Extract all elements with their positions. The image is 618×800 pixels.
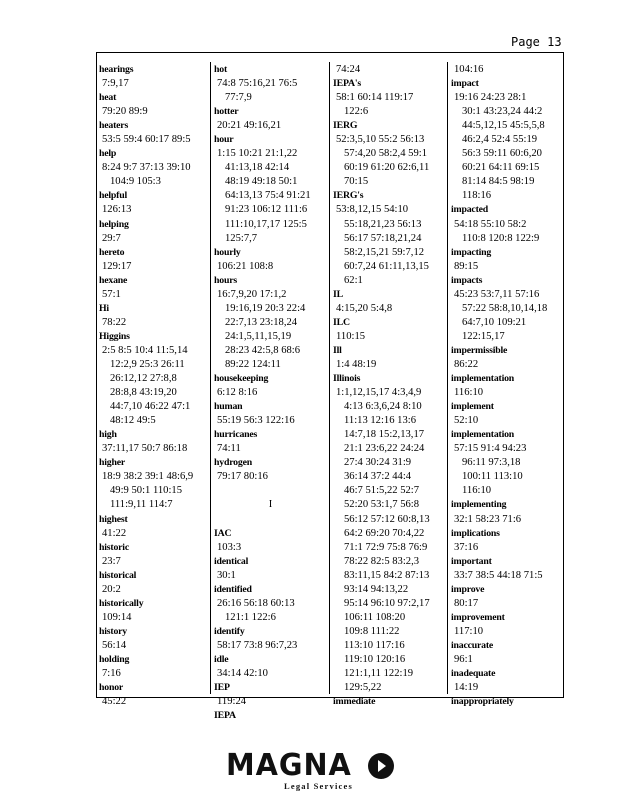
index-term: help bbox=[99, 148, 117, 160]
page-line-references: 121:1 122:6 bbox=[225, 611, 276, 623]
page-line-references: 125:7,7 bbox=[225, 232, 258, 244]
page-line-references: 44:7,10 46:22 47:1 bbox=[110, 401, 191, 413]
blank-line bbox=[214, 513, 327, 527]
page-line-references: 106:11 108:20 bbox=[344, 611, 406, 623]
page-line-references: 111:9,11 114:7 bbox=[110, 499, 173, 511]
index-term: Higgins bbox=[99, 330, 130, 342]
page-line-references: 95:14 96:10 97:2,17 bbox=[344, 597, 430, 609]
page-line-references: 100:11 113:10 bbox=[462, 471, 523, 483]
page-line-references: 110:8 120:8 122:9 bbox=[462, 232, 540, 244]
index-term: historic bbox=[99, 541, 129, 553]
page-line-references: 80:17 bbox=[454, 597, 479, 609]
page-line-references: 74:11 bbox=[217, 443, 241, 455]
index-term: identical bbox=[214, 555, 249, 567]
index-term: impacting bbox=[451, 246, 492, 258]
page-line-references: 8:24 9:7 37:13 39:10 bbox=[102, 162, 191, 174]
index-term: hot bbox=[214, 64, 228, 75]
page-line-references: 26:12,12 27:8,8 bbox=[110, 373, 177, 385]
page-line-references: 56:12 57:12 60:8,13 bbox=[344, 513, 430, 525]
page-line-references: 129:5,22 bbox=[344, 682, 382, 694]
page-line-references: 103:3 bbox=[217, 541, 242, 553]
page-line-references: 53:5 59:4 60:17 89:5 bbox=[102, 134, 191, 146]
page-line-references: 7:16 bbox=[102, 668, 121, 680]
index-term: implementation bbox=[451, 373, 515, 385]
page-line-references: 58:2,15,21 59:7,12 bbox=[344, 246, 425, 258]
index-term: IAC bbox=[214, 527, 232, 539]
page-line-references: 14:19 bbox=[454, 682, 479, 694]
page-line-references: 34:14 42:10 bbox=[217, 668, 268, 680]
page-line-references: 122:15,17 bbox=[462, 330, 505, 342]
page-line-references: 41:13,18 42:14 bbox=[225, 162, 290, 174]
index-term: Ill bbox=[333, 344, 342, 356]
page-line-references: 118:16 bbox=[462, 190, 492, 202]
page-number-label: Page 13 bbox=[511, 35, 562, 49]
page-line-references: 106:21 108:8 bbox=[217, 260, 274, 272]
page-line-references: 56:17 57:18,21,24 bbox=[344, 232, 422, 244]
page-line-references: 22:7,13 23:18,24 bbox=[225, 316, 298, 328]
page-line-references: 60:21 64:11 69:15 bbox=[462, 162, 540, 174]
page-line-references: 2:5 8:5 10:4 11:5,14 bbox=[102, 344, 188, 356]
page-line-references: 62:1 bbox=[344, 274, 363, 286]
index-term: impacts bbox=[451, 274, 483, 286]
page-line-references: 18:9 38:2 39:1 48:6,9 bbox=[102, 471, 194, 483]
page-line-references: 78:22 82:5 83:2,3 bbox=[344, 555, 420, 567]
index-term: implementing bbox=[451, 499, 507, 511]
page-line-references: 11:13 12:16 13:6 bbox=[344, 415, 416, 427]
page-line-references: 74:8 75:16,21 76:5 bbox=[217, 78, 298, 90]
page-line-references: 55:19 56:3 122:16 bbox=[217, 415, 295, 427]
index-term: implications bbox=[451, 527, 500, 539]
page-line-references: 116:10 bbox=[454, 387, 484, 399]
index-term: historically bbox=[99, 597, 144, 609]
page-line-references: 44:5,12,15 45:5,5,8 bbox=[462, 120, 545, 132]
page-line-references: 30:1 43:23,24 44:2 bbox=[462, 106, 543, 118]
index-term: human bbox=[214, 401, 243, 413]
page-line-references: 48:19 49:18 50:1 bbox=[225, 176, 298, 188]
page-line-references: 96:11 97:3,18 bbox=[462, 457, 521, 469]
section-letter: I bbox=[268, 499, 273, 511]
page-line-references: 37:11,17 50:7 86:18 bbox=[102, 443, 188, 455]
page-line-references: 52:10 bbox=[454, 415, 479, 427]
page-line-references: 89:15 bbox=[454, 260, 479, 272]
page-line-references: 57:1 bbox=[102, 288, 121, 300]
index-term: hereto bbox=[99, 246, 125, 258]
index-term: improvement bbox=[451, 611, 505, 623]
page-line-references: 58:1 60:14 119:17 bbox=[336, 92, 414, 104]
page-line-references: 113:10 117:16 bbox=[344, 639, 405, 651]
page-line-references: 19:16 24:23 28:1 bbox=[454, 92, 527, 104]
index-term: hexane bbox=[99, 274, 128, 286]
page-line-references: 60:19 61:20 62:6,11 bbox=[344, 162, 430, 174]
page-line-references: 45:22 bbox=[102, 696, 127, 708]
page-line-references: 78:22 bbox=[102, 316, 127, 328]
page-line-references: 104:16 bbox=[454, 64, 484, 75]
page-line-references: 77:7,9 bbox=[225, 92, 252, 104]
index-term: heat bbox=[99, 92, 117, 104]
page-line-references: 71:1 72:9 75:8 76:9 bbox=[344, 541, 428, 553]
index-term: implement bbox=[451, 401, 494, 413]
index-term: IERG bbox=[333, 120, 358, 132]
index-term: hydrogen bbox=[214, 457, 252, 469]
index-term: impacted bbox=[451, 204, 489, 216]
index-term: historical bbox=[99, 569, 137, 581]
index-term: improve bbox=[451, 583, 485, 595]
index-term: IEPA's bbox=[333, 78, 362, 90]
page-line-references: 57:22 58:8,10,14,18 bbox=[462, 302, 548, 314]
page-line-references: 54:18 55:10 58:2 bbox=[454, 218, 527, 230]
page-line-references: 26:16 56:18 60:13 bbox=[217, 597, 295, 609]
page-line-references: 52:3,5,10 55:2 56:13 bbox=[336, 134, 425, 146]
page-line-references: 12:2,9 25:3 26:11 bbox=[110, 358, 185, 370]
page-line-references: 48:12 49:5 bbox=[110, 415, 156, 427]
index-column-2 bbox=[214, 63, 327, 723]
page-line-references: 96:1 bbox=[454, 653, 473, 665]
index-term: Illinois bbox=[333, 373, 361, 385]
page-line-references: 32:1 58:23 71:6 bbox=[454, 513, 522, 525]
page-line-references: 46:2,4 52:4 55:19 bbox=[462, 134, 538, 146]
page-line-references: 110:15 bbox=[336, 330, 366, 342]
page-line-references: 36:14 37:2 44:4 bbox=[344, 471, 412, 483]
index-term: implementation bbox=[451, 429, 515, 441]
page-line-references: 64:2 69:20 70:4,22 bbox=[344, 527, 425, 539]
page-line-references: 56:14 bbox=[102, 639, 127, 651]
page-line-references: 129:17 bbox=[102, 260, 132, 272]
page-line-references: 1:15 10:21 21:1,22 bbox=[217, 148, 298, 160]
index-term: immediate bbox=[333, 696, 376, 708]
page-line-references: 20:21 49:16,21 bbox=[217, 120, 282, 132]
index-term: hotter bbox=[214, 106, 239, 118]
page-line-references: 33:7 38:5 44:18 71:5 bbox=[454, 569, 543, 581]
index-term: hourly bbox=[214, 246, 241, 258]
page-line-references: 64:13,13 75:4 91:21 bbox=[225, 190, 311, 202]
logo-wordmark: MAGNA bbox=[226, 748, 352, 783]
index-term: honor bbox=[99, 682, 124, 694]
page-line-references: 119:24 bbox=[217, 696, 247, 708]
page-line-references: 14:7,18 15:2,13,17 bbox=[344, 429, 425, 441]
page-line-references: 64:7,10 109:21 bbox=[462, 316, 527, 328]
index-term: IEPA bbox=[214, 710, 236, 722]
index-term: highest bbox=[99, 513, 128, 525]
index-term: helpful bbox=[99, 190, 128, 202]
page-line-references: 27:4 30:24 31:9 bbox=[344, 457, 412, 469]
page-line-references: 126:13 bbox=[102, 204, 132, 216]
index-term: housekeeping bbox=[214, 373, 269, 385]
page-line-references: 49:9 50:1 110:15 bbox=[110, 485, 182, 497]
page-line-references: 46:7 51:5,22 52:7 bbox=[344, 485, 420, 497]
page-line-references: 30:1 bbox=[217, 569, 236, 581]
page-line-references: 55:18,21,23 56:13 bbox=[344, 218, 422, 230]
page-line-references: 91:23 106:12 111:6 bbox=[225, 204, 308, 216]
index-term: impact bbox=[451, 78, 479, 90]
index-term: hours bbox=[214, 274, 237, 286]
index-term: IERG's bbox=[333, 190, 364, 202]
column-divider bbox=[329, 62, 330, 694]
index-term: inappropriately bbox=[451, 696, 514, 708]
index-term: hour bbox=[214, 134, 234, 146]
page-line-references: 19:16,19 20:3 22:4 bbox=[225, 302, 306, 314]
page-line-references: 41:22 bbox=[102, 527, 127, 539]
page-line-references: 37:16 bbox=[454, 541, 479, 553]
page-line-references: 56:3 59:11 60:6,20 bbox=[462, 148, 542, 160]
page-line-references: 81:14 84:5 98:19 bbox=[462, 176, 535, 188]
page-line-references: 4:13 6:3,6,24 8:10 bbox=[344, 401, 422, 413]
index-column-3 bbox=[333, 63, 446, 709]
page-line-references: 7:9,17 bbox=[102, 78, 129, 90]
column-divider bbox=[447, 62, 448, 694]
page-line-references: 111:10,17,17 125:5 bbox=[225, 218, 307, 230]
index-term: holding bbox=[99, 653, 130, 665]
page-line-references: 89:22 124:11 bbox=[225, 358, 281, 370]
page-line-references: 45:23 53:7,11 57:16 bbox=[454, 288, 540, 300]
index-term: identified bbox=[214, 583, 252, 595]
page-line-references: 109:14 bbox=[102, 611, 132, 623]
page-line-references: 57:15 91:4 94:23 bbox=[454, 443, 527, 455]
page-line-references: 83:11,15 84:2 87:13 bbox=[344, 569, 430, 581]
index-term: hurricanes bbox=[214, 429, 258, 441]
page-line-references: 70:15 bbox=[344, 176, 369, 188]
index-column-1 bbox=[99, 63, 212, 709]
page-line-references: 29:7 bbox=[102, 232, 121, 244]
page-line-references: 121:1,11 122:19 bbox=[344, 668, 414, 680]
page-line-references: 74:24 bbox=[336, 64, 361, 75]
page-line-references: 60:7,24 61:11,13,15 bbox=[344, 260, 429, 272]
page-line-references: 1:1,12,15,17 4:3,4,9 bbox=[336, 387, 422, 399]
page-line-references: 28:23 42:5,8 68:6 bbox=[225, 344, 301, 356]
page-line-references: 6:12 8:16 bbox=[217, 387, 258, 399]
page-line-references: 79:17 80:16 bbox=[217, 471, 268, 483]
index-term: IL bbox=[333, 288, 343, 300]
page-line-references: 28:8,8 43:19,20 bbox=[110, 387, 177, 399]
index-term: high bbox=[99, 429, 117, 441]
page-line-references: 23:7 bbox=[102, 555, 121, 567]
page-line-references: 116:10 bbox=[462, 485, 492, 497]
page-line-references: 86:22 bbox=[454, 358, 479, 370]
page-line-references: 104:9 105:3 bbox=[110, 176, 161, 188]
page-line-references: 57:4,20 58:2,4 59:1 bbox=[344, 148, 427, 160]
magna-logo bbox=[220, 748, 400, 794]
index-term: idle bbox=[214, 653, 229, 665]
page-line-references: 16:7,9,20 17:1,2 bbox=[217, 288, 287, 300]
page-line-references: 4:15,20 5:4,8 bbox=[336, 302, 393, 314]
page-line-references: 122:6 bbox=[344, 106, 369, 118]
index-term: important bbox=[451, 555, 492, 567]
page-line-references: 20:2 bbox=[102, 583, 121, 595]
index-term: hearings bbox=[99, 64, 134, 75]
page-line-references: 109:8 111:22 bbox=[344, 625, 400, 637]
index-term: heaters bbox=[99, 120, 129, 132]
index-term: identify bbox=[214, 625, 245, 637]
blank-line bbox=[214, 484, 327, 498]
page-line-references: 52:20 53:1,7 56:8 bbox=[344, 499, 420, 511]
logo-tagline: Legal Services bbox=[284, 781, 353, 791]
index-term: impermissible bbox=[451, 344, 508, 356]
index-column-4 bbox=[451, 63, 564, 709]
page-line-references: 21:1 23:6,22 24:24 bbox=[344, 443, 425, 455]
index-term: inaccurate bbox=[451, 639, 494, 651]
index-term: Hi bbox=[99, 302, 109, 314]
page-line-references: 93:14 94:13,22 bbox=[344, 583, 409, 595]
index-term: helping bbox=[99, 218, 129, 230]
page-line-references: 53:8,12,15 54:10 bbox=[336, 204, 409, 216]
index-term: ILC bbox=[333, 316, 350, 328]
page-line-references: 24:1,5,11,15,19 bbox=[225, 330, 292, 342]
index-term: higher bbox=[99, 457, 126, 469]
index-term: IEP bbox=[214, 682, 230, 694]
page-line-references: 117:10 bbox=[454, 625, 484, 637]
index-term: inadequate bbox=[451, 668, 496, 680]
right-arrow-circle-icon bbox=[368, 753, 394, 779]
page-line-references: 79:20 89:9 bbox=[102, 106, 148, 118]
page-line-references: 58:17 73:8 96:7,23 bbox=[217, 639, 298, 651]
page-line-references: 1:4 48:19 bbox=[336, 358, 377, 370]
page-line-references: 119:10 120:16 bbox=[344, 653, 406, 665]
index-term: history bbox=[99, 625, 127, 637]
